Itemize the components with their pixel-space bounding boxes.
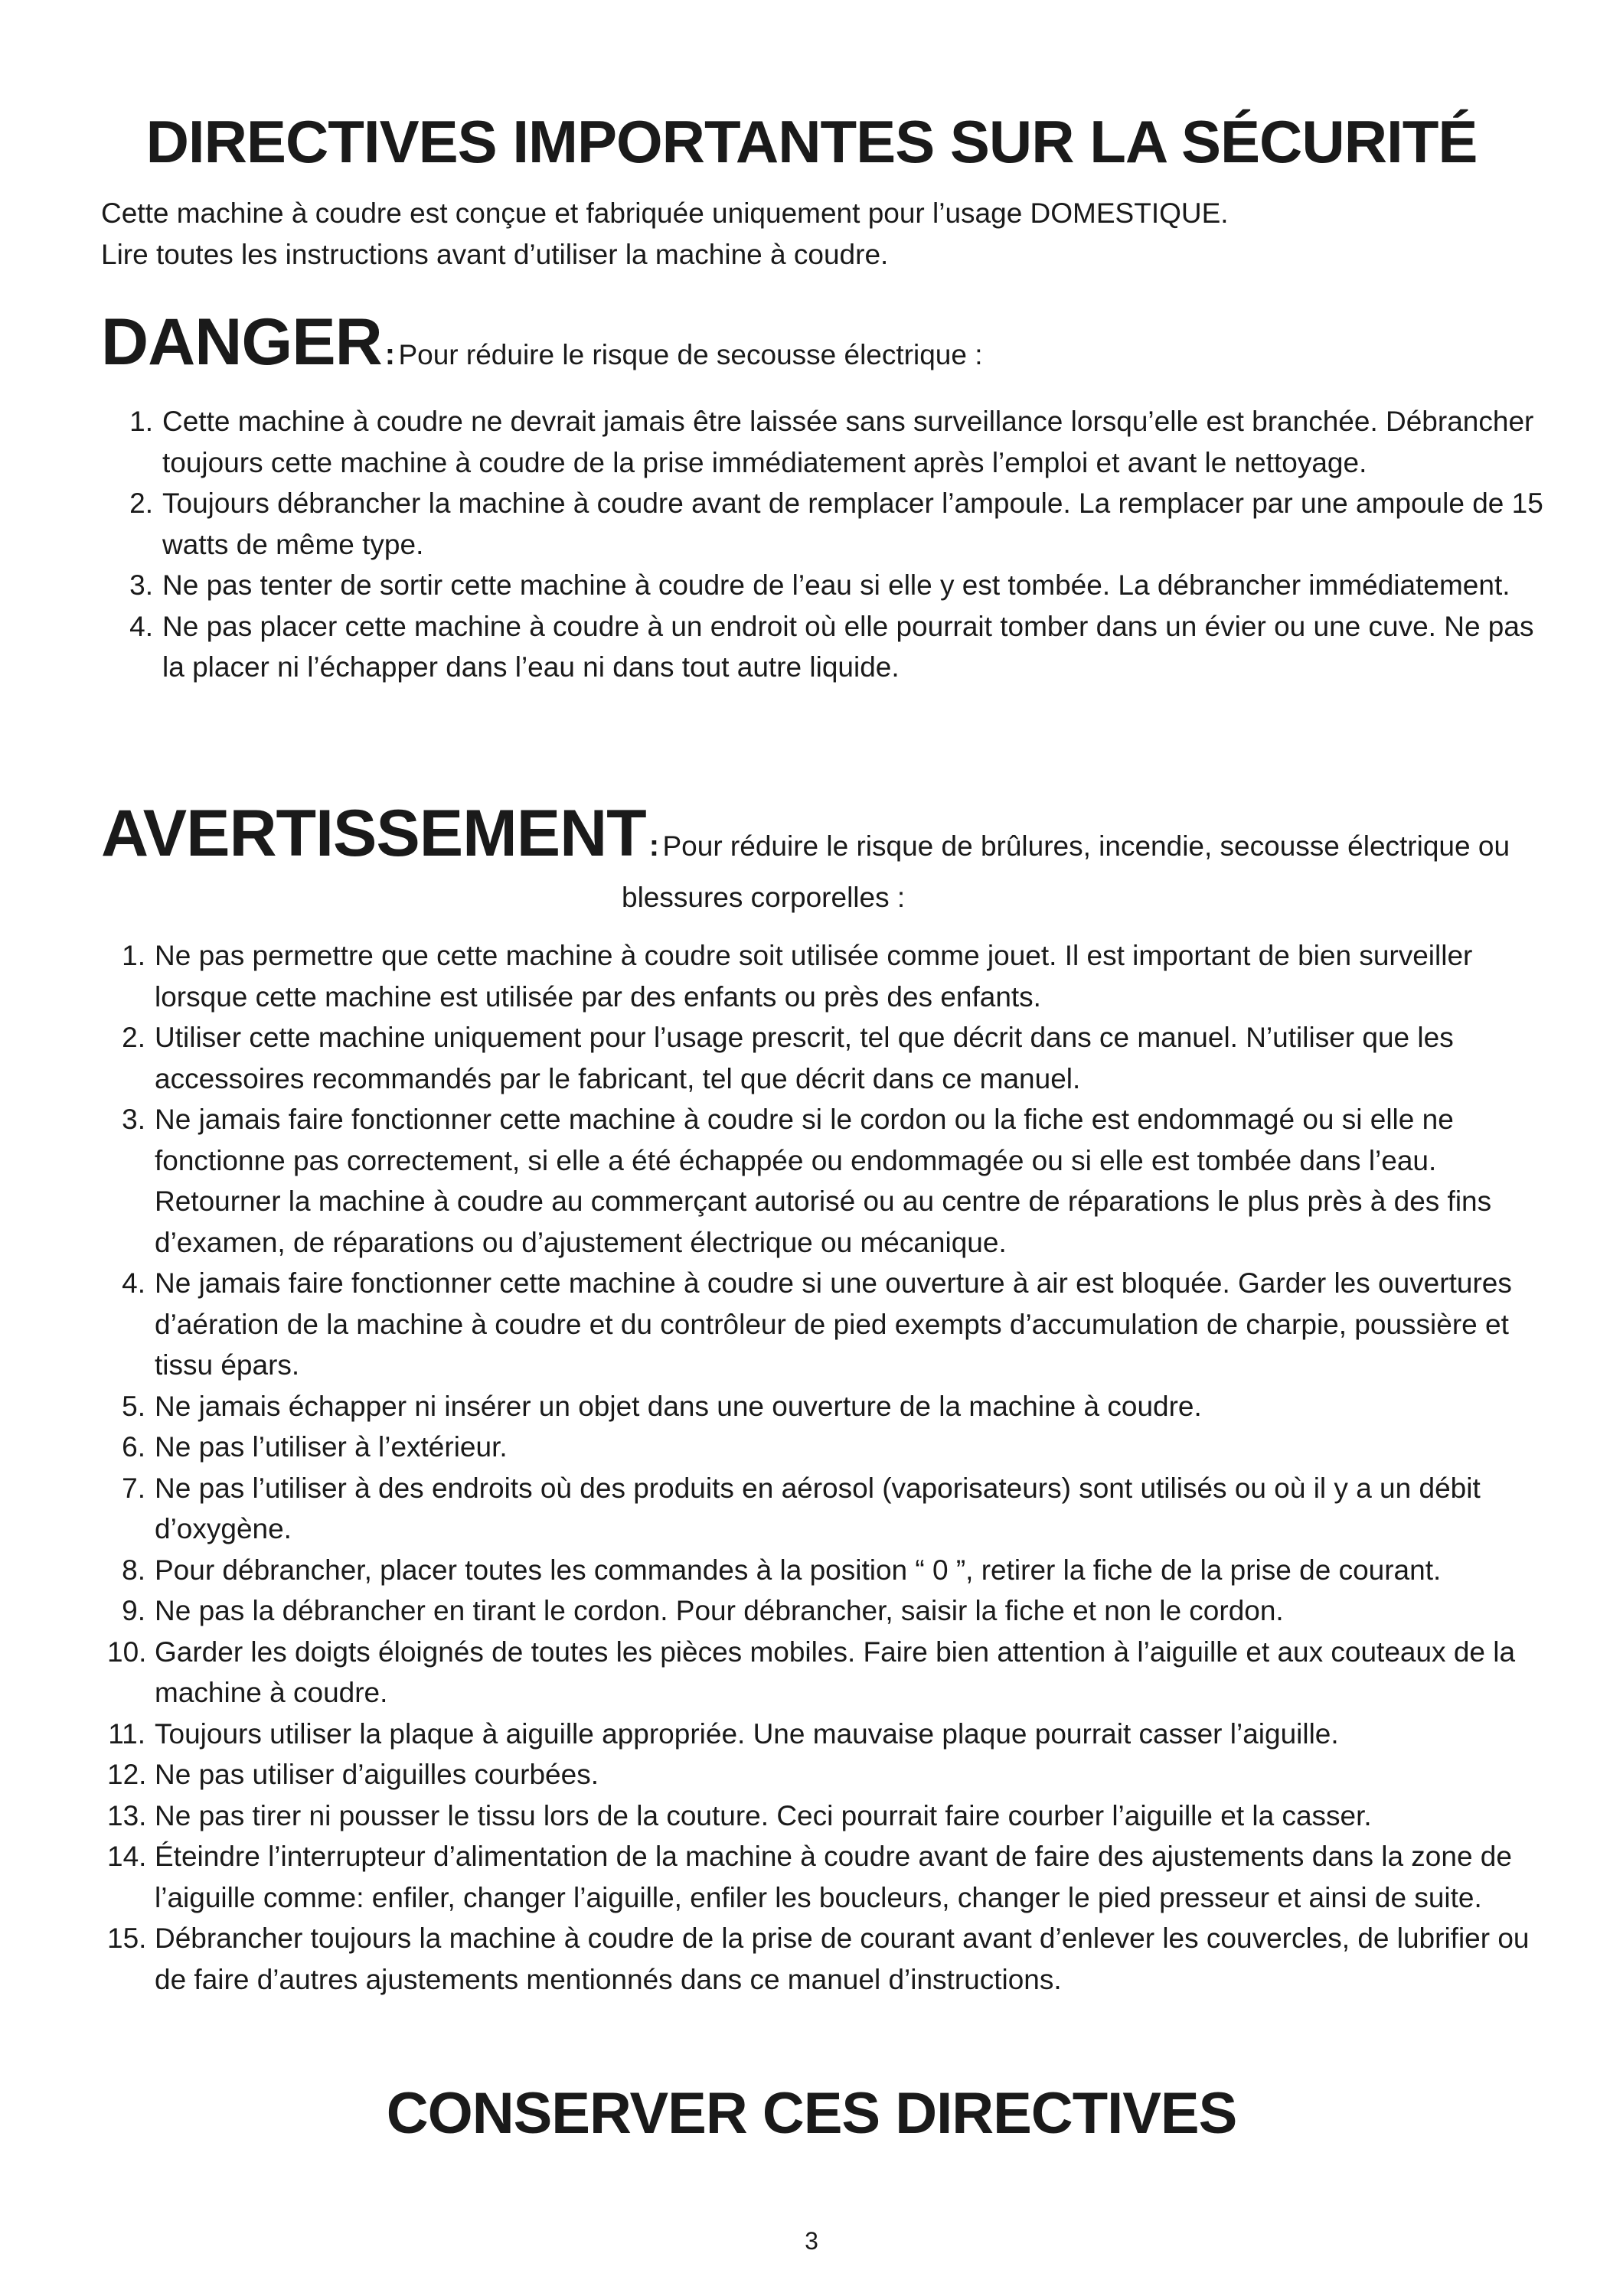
list-item-number: 5. [122, 1390, 145, 1422]
intro-line: Lire toutes les instructions avant d’utiliser la machine à coudre. [101, 239, 889, 270]
warning-heading: AVERTISSEMENT [101, 797, 646, 870]
list-item-number: 3. [122, 1104, 145, 1135]
list-item [107, 1836, 1546, 1918]
list-item-number: 2. [122, 1022, 145, 1053]
warning-description-cont: blessures corporelles : [622, 882, 906, 913]
list-item [107, 1918, 1546, 2000]
danger-heading: DANGER [101, 305, 382, 379]
list-item [107, 1632, 1546, 1714]
list-item [107, 1795, 1546, 1837]
list-item-text: Toujours débrancher la machine à coudre avant de remplacer l’ampoule. La remplacer par une ampoule de 15 watts de même type. [162, 488, 1543, 560]
list-item [107, 483, 1546, 565]
list-item-text: Ne pas utiliser d’aiguilles courbées. [155, 1759, 599, 1790]
list-item-number: 4. [129, 610, 153, 642]
list-item-number: 11. [108, 1717, 145, 1750]
list-item-number: 9. [122, 1595, 145, 1626]
list-item-number: 4. [122, 1267, 145, 1299]
list-item-text: Ne pas tenter de sortir cette machine à coudre de l’eau si elle y est tombée. La débrancher immédiatement. [162, 569, 1510, 601]
list-item-number: 1. [129, 406, 153, 437]
footer-title: CONSERVER CES DIRECTIVES [386, 2081, 1237, 2146]
list-item-text: Utiliser cette machine uniquement pour l’usage prescrit, tel que décrit dans ce manuel. N’utiliser que les accessoires recommandés par le fabricant, tel que décrit dans ce manuel. [155, 1022, 1454, 1094]
list-item [107, 1386, 1546, 1427]
list-item-text: Pour débrancher, placer toutes les commandes à la position “ 0 ”, retirer la fiche de la prise de courant. [155, 1554, 1442, 1586]
list-item-number: 13. [107, 1799, 147, 1831]
page-number: 3 [805, 2227, 818, 2255]
list-item [107, 1714, 1546, 1755]
list-item-text: Ne pas l’utiliser à l’extérieur. [155, 1431, 508, 1463]
list-item-text: Cette machine à coudre ne devrait jamais être laissée sans surveillance lorsqu’elle est branchée. Débrancher toujours cette machine à coudre de la prise immédiatement après l’emploi et avant le nettoyage. [162, 406, 1534, 478]
list-item-text: Toujours utiliser la plaque à aiguille appropriée. Une mauvaise plaque pourrait casser l’aiguille. [155, 1717, 1339, 1750]
list-item-number: 8. [122, 1554, 145, 1586]
list-item [107, 565, 1546, 606]
page-title: DIRECTIVES IMPORTANTES SUR LA SÉCURITÉ [145, 108, 1478, 175]
list-item-number: 7. [122, 1472, 145, 1504]
list-item-number: 2. [129, 488, 153, 519]
list-item [107, 1427, 1546, 1468]
list-item [107, 606, 1546, 688]
list-item-number: 10. [107, 1636, 147, 1668]
list-item [107, 1590, 1546, 1632]
list-item-number: 3. [129, 569, 153, 601]
list-item [107, 1550, 1546, 1591]
warning-description: Pour réduire le risque de brûlures, incendie, secousse électrique ou [662, 830, 1510, 862]
list-item [107, 935, 1546, 1017]
list-item-text: Garder les doigts éloignés de toutes les pièces mobiles. Faire bien attention à l’aiguille et aux couteaux de la machine à coudre. [155, 1636, 1516, 1708]
list-item-text: Ne pas tirer ni pousser le tissu lors de la couture. Ceci pourrait faire courber l’aiguille et la casser. [155, 1799, 1372, 1831]
list-item-text: Ne jamais échapper ni insérer un objet dans une ouverture de la machine à coudre. [155, 1390, 1202, 1422]
list-item-text: Débrancher toujours la machine à coudre de la prise de courant avant d’enlever les couvercles, de lubrifier ou de faire d’autres ajustements mentionnés dans ce manuel d’instructions. [155, 1923, 1530, 1995]
list-item-text: Ne pas la débrancher en tirant le cordon. Pour débrancher, saisir la fiche et non le cordon. [155, 1595, 1284, 1626]
warning-colon: : [648, 829, 660, 863]
list-item-number: 1. [122, 940, 145, 971]
list-item-number: 14. [107, 1841, 147, 1872]
list-item-text: Ne jamais faire fonctionner cette machine à coudre si le cordon ou la fiche est endommagé ou si elle ne fonctionne pas correctement, si elle a été échappée ou endommagée ou si elle est tombée dans l’eau. Retourner la machine à coudre au commerçant autorisé ou au centre de réparations le plus près à des fins d’examen, de réparations ou d’ajustement électrique ou mécanique. [155, 1104, 1492, 1258]
list-item [107, 1263, 1546, 1386]
danger-heading-row [101, 305, 983, 380]
list-item-text: Éteindre l’interrupteur d’alimentation de la machine à coudre avant de faire des ajustements dans la zone de l’aiguille comme: enfiler, changer l’aiguille, enfiler les boucleurs, changer le pied presseur et ainsi de suite. [155, 1841, 1512, 1913]
list-item-text: Ne pas placer cette machine à coudre à un endroit où elle pourrait tomber dans un évier ou une cuve. Ne pas la placer ni l’échapper dans l’eau ni dans tout autre liquide. [162, 610, 1534, 683]
danger-description: Pour réduire le risque de secousse électrique : [398, 339, 983, 370]
list-item-number: 12. [107, 1759, 147, 1790]
list-item [107, 1468, 1546, 1550]
list-item-text: Ne pas l’utiliser à des endroits où des produits en aérosol (vaporisateurs) sont utilisés ou où il y a un débit d’oxygène. [155, 1472, 1481, 1544]
list-item [107, 1099, 1546, 1263]
list-item-text: Ne pas permettre que cette machine à coudre soit utilisée comme jouet. Il est important de bien surveiller lorsque cette machine est utilisée par des enfants ou près des enfants. [155, 940, 1473, 1013]
list-item-number: 6. [122, 1431, 145, 1463]
list-item-number: 15. [107, 1923, 147, 1954]
list-item-text: Ne jamais faire fonctionner cette machine à coudre si une ouverture à air est bloquée. Garder les ouvertures d’aération de la machine à coudre et du contrôleur de pied exempts d’accumulation de charpie, poussière et tissu épars. [155, 1267, 1512, 1381]
danger-list [107, 401, 1546, 688]
danger-colon: : [384, 338, 396, 371]
intro-line: Cette machine à coudre est conçue et fabriquée uniquement pour l’usage DOMESTIQUE. [101, 197, 1229, 229]
warning-list [107, 935, 1546, 2000]
list-item [107, 401, 1546, 483]
list-item [107, 1754, 1546, 1795]
list-item [107, 1017, 1546, 1099]
intro-block [101, 193, 1229, 276]
warning-heading-row [101, 796, 1510, 872]
